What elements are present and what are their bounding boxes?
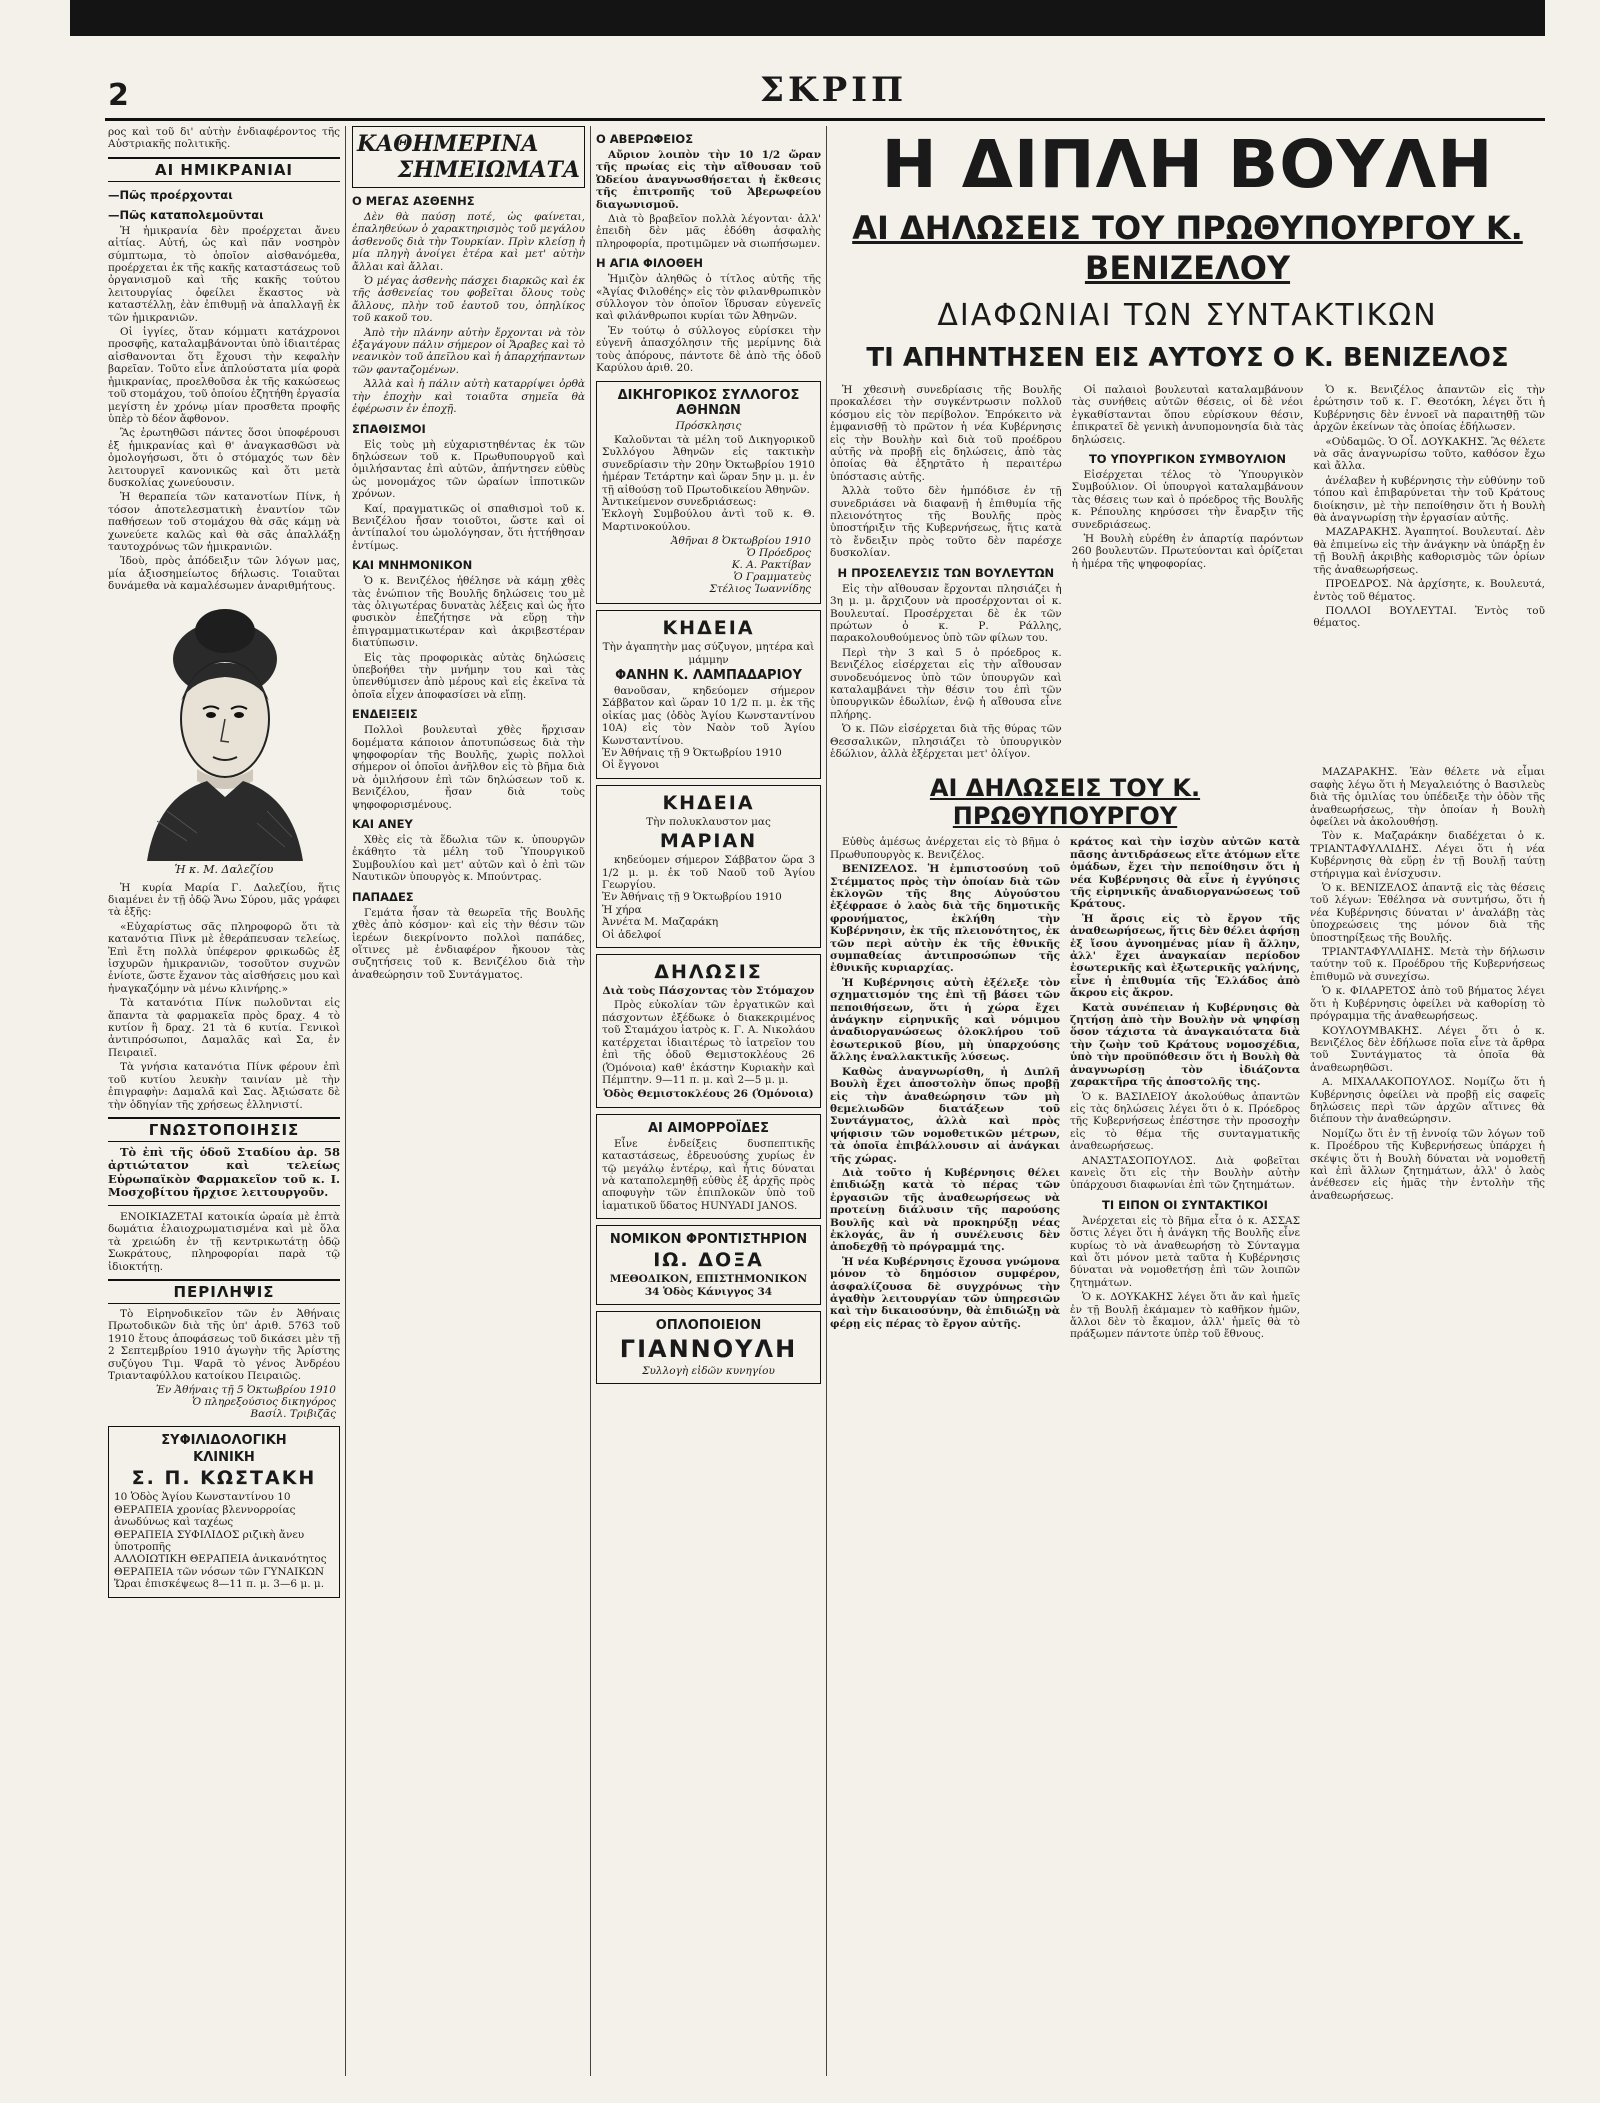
- paragraph: Τὸ Εἰρηνοδικεῖον τῶν ἐν Ἀθήναις Πρωτοδικῶν διὰ τῆς ὑπ' ἀριθ. 5763 τοῦ 1910 ἔτους ἀποφάσεως τοῦ δικάσει μὲν τῇ 2 Σεπτεμβρίου 1910 ἀγωγὴν τῆς Ἀρίστης συζύγου Τιμ. Ψαρᾶ τὸ γένος Ἀνδρέου Τριανταφύλλου κατοίκου Πειραιῶς.: [108, 1307, 340, 1382]
- school-advertisement: [596, 1225, 821, 1305]
- paragraph: ΠΡΟΕΔΡΟΣ. Νὰ ἀρχίσητε, κ. Βουλευτά, ἐντὸς τοῦ θέματος.: [1313, 578, 1545, 603]
- paragraph: Γεμάτα ἦσαν τὰ θεωρεῖα τῆς Βουλῆς χθὲς ἀπὸ κόσμον· καὶ εἰς τὴν θέσιν τῶν ἱερέων διεκρίνοντο πολλοὶ παπάδες, οἵτινες μὲ ἐνδιαφέρον ἤκουον τὰς συζητήσεις τοῦ κ. Βενιζέλου διὰ τὴν ἀναθεώρησιν τοῦ Συντάγματος.: [352, 906, 585, 981]
- paragraph: Εἰς τοὺς μὴ εὐχαριστηθέντας ἐκ τῶν δηλώσεων τοῦ κ. Πρωθυπουργοῦ καὶ ὁμιλήσαντας ἐπὶ αὐτῶν, ἀπήντησεν εὐθὺς ὡς μονομάχος τῶν ὡραίων ἱπποτικῶν χρόνων.: [352, 438, 585, 501]
- paragraph: «Εὐχαρίστως σᾶς πληροφορῶ ὅτι τὰ κατανότια Πὶνκ μὲ ἐθεράπευσαν τελείως. Ἐπὶ ἔτη πολλὰ ὑπέφερον φρικωδῶς ἐξ ἰσχυρῶν ἡμικρανιῶν, τοσοῦτον συχνῶν ἐνίοτε, ὥστε ἔχανον τὰς αἰσθήσεις μου καὶ ἠναγκαζόμην νὰ μένω κλινήρης.»: [108, 920, 340, 995]
- ad-subheading: Πρόσκλησις: [675, 419, 742, 432]
- paragraph: ΠΟΛΛΟΙ ΒΟΥΛΕΥΤΑΙ. Ἐντὸς τοῦ θέματος.: [1313, 604, 1545, 630]
- paragraph: Τὸν κ. Μαζαράκην διαδέχεται ὁ κ. ΤΡΙΑΝΤΑΦΥΛΛΙΔΗΣ. Λέγει ὅτι ἡ νέα Κυβέρνησις θὰ εὕρῃ ἐν τῇ Βουλῇ ταύτῃ στήριγμα καὶ ἐνίσχυσιν.: [1310, 830, 1545, 880]
- paragraph: Ἡ Βουλὴ εὑρέθη ἐν ἀπαρτίᾳ παρόντων 260 βουλευτῶν. Πρωτεύονται καὶ ὁρίζεται ἡ ἡμέρα τῆς ψηφοφορίας.: [1071, 533, 1304, 570]
- lead-lower-columns: [830, 766, 1545, 1342]
- clinic-advertisement: [108, 1426, 340, 1597]
- column-1: [108, 126, 340, 2076]
- ad-heading: ΣΥΦΙΛΙΔΟΛΟΓΙΚΗ: [161, 1433, 287, 1449]
- woman-portrait-illustration: [117, 601, 332, 861]
- divider: [108, 1205, 340, 1206]
- portrait-caption: Ἡ κ. Μ. Δαλεζίου: [174, 862, 274, 876]
- paragraph: Ἀλλὰ τοῦτο δὲν ἠμπόδισε ἐν τῇ συνεδριάσει νὰ διαφανῇ ἡ ἐπιθυμία τῆς πλειονότητος τῆς Βουλῆς πρὸς ὑποστήριξιν τῆς Κυβερνήσεως, ἥτις κατὰ τὸ ἔνδειξιν πρὸς τοῦτο δὲν παρέσχε δυσκολίαν.: [830, 485, 1062, 560]
- ad-heading: ΑΙ ΑΙΜΟΡΡΟΪΔΕΣ: [647, 1120, 770, 1136]
- lead-story: [830, 126, 1545, 2076]
- lawyers-association-notice: [596, 381, 821, 605]
- funeral-notice: [596, 610, 821, 779]
- article-title: ΑΙ ΗΜΙΚΡΑΝΙΑΙ: [108, 157, 340, 182]
- ad-heading: ΚΗΔΕΙΑ: [662, 617, 755, 640]
- article-subtitle: —Πῶς καταπολεμοῦνται: [108, 207, 264, 222]
- paragraph: ΑΝΑΣΤΑΣΟΠΟΥΛΟΣ. Διὰ φοβεῖται κανεὶς ὅτι εἰς τὴν Βουλὴν αὐτὴν ὑπάρχουσι διαφωνίαι ἐπὶ τῶν ζητημάτων.: [1070, 1154, 1300, 1192]
- paragraph: Ὁ μέγας ἀσθενὴς πάσχει διαρκῶς καὶ ἐκ τῆς ἀσθενείας του φοβεῖται ὅλους τοὺς ἄλλους, πλὴν τοῦ ἑαυτοῦ του, ὁπηλίκος τοῦ κακοῦ του.: [352, 275, 585, 325]
- funeral-notice: [596, 785, 821, 948]
- signature: Ἀθῆναι 8 Ὀκτωβρίου 1910 Ὁ Πρόεδρος Κ. Α. Ρακτίβαν Ὁ Γραμματεὺς Στέλιος Ἰωαννίδης: [670, 535, 811, 596]
- paragraph: Ἡμιζὸν ἀληθῶς ὁ τίτλος αὐτῆς τῆς «Ἁγίας Φιλοθέης» εἰς τὸν φιλανθρωπικὸν σύλλογον τὸν ὁποῖον ἵδρυσαν εὐγενεῖς καὶ φιλάνθρωποι κυρίαι τῶν Ἀθηνῶν.: [596, 273, 821, 323]
- article-title: ΕΝΔΕΙΞΕΙΣ: [352, 707, 418, 722]
- section-title: Η ΠΡΟΣΕΛΕΥΣΙΣ ΤΩΝ ΒΟΥΛΕΥΤΩΝ: [837, 565, 1055, 580]
- newspaper-title: ΣΚΡΙΠ: [760, 70, 908, 110]
- article-title: ΣΠΑΘΙΣΜΟΙ: [352, 421, 426, 436]
- paragraph: Τὰ γνήσια κατανότια Πίνκ φέρουν ἐπὶ τοῦ κυτίου λευκὴν ταινίαν μὲ τὴν ἐπιγραφὴν: Δαμαλᾶ καὶ Σας. Ἀξιώσατε δὲ τὴν ὁδηγίαν τῆς χρήσεως ἑλληνιστί.: [108, 1061, 340, 1111]
- paragraph: ΒΕΝΙΖΕΛΟΣ. Ἡ ἐμπιστοσύνη τοῦ Στέμματος πρὸς τὴν ὁποίαν διὰ τῶν ἐκλογῶν τῆς 8ης Αὐγούστου ἐξέφρασε ὁ λαὸς διὰ τῆς δημοτικῆς φρονήματος, ἐκλήθη τὴν Κυβέρνησιν, ἐκ τῆς πλειονότητος, ἐκ τῶν περὶ αὐτὴν ἐκ τῆς ἐθνικῆς συμπαθείας ἀντιπροσώπων τῆς ἐθνικῆς κυριαρχίας.: [830, 863, 1060, 975]
- paragraph: Τὸ ἐπὶ τῆς ὁδοῦ Σταδίου ἀρ. 58 ἀρτιώτατον καὶ τελείως Εὐρωπαϊκὸν Φαρμακεῖον τοῦ κ. Ι. Μοσχοβίτου ἤρχισε λειτουργοῦν.: [108, 1144, 340, 1200]
- ad-text: Καλοῦνται τὰ μέλη τοῦ Δικηγορικοῦ Συλλόγου Ἀθηνῶν εἰς τακτικὴν συνεδρίασιν τὴν 20ην Ὀκτωβρίου 1910 ἡμέραν Τετάρτην καὶ ὥραν 5ην μ. μ. ἐν τῇ αἰθούσῃ τοῦ Πρωτοδικείου Ἀθηνῶν. Ἀντικείμενον συνεδριάσεως: Ἐκλογὴ Συμβούλου ἀντὶ τοῦ κ. Θ. Μαρτινοκούλου.: [602, 433, 815, 533]
- paragraph: Οἱ ἰγγίες, ὅταν κόμματι κατάχρονοι προσφῆς, καταλαμβάνονται ὑπὸ ἰδιαιτέρας αἰσθανονται ὅτι ἔχουσι τὴν κεφαλὴν βαρεῖαν. Τοῦτο εἶνε ἀπλούστατα μία φορὰ ἡμικρανίας, προελθοῦσα ἐκ τῆς κακώσεως τοῦ στομάχου, τοῦ ὁποίου ἐζητήθη ἐργασία μεγίστη ἐν χρόνῳ μίαν προσθετα προφῆς ὑπὲρ τὸ δέον ἄφθονον.: [108, 326, 340, 425]
- ad-text: Πρὸς εὐκολίαν τῶν ἐργατικῶν καὶ πάσχοντων ἐξέδωκε ὁ διακεκριμένος τοῦ Σταμάχου ἰατρὸς κ. Γ. Α. Νικολάου κατέρχεται ἰδιαιτέρως τὸ ἰατρεῖον του ἐπὶ τῆς ὁδοῦ Θεμιστοκλέους 26 (Ὁμόνοια) καθ' ἑκάστην Κυριακὴν καὶ Πέμπτην. 9—11 π. μ. καὶ 2—5 μ. μ.: [602, 999, 815, 1086]
- declarations-title: ΑΙ ΔΗΛΩΣΕΙΣ ΤΟΥ Κ. ΠΡΩΘΥΠΟΥΡΓΟΥ: [929, 774, 1201, 831]
- ad-text: Συλλογὴ εἰδῶν κυνηγίου: [642, 1364, 775, 1377]
- ad-heading: ΔΗΛΩΣΙΣ: [654, 961, 763, 984]
- gunsmith-advertisement: [596, 1311, 821, 1384]
- ad-text: Εἶνε ἐνδείξεις δυσπεπτικῆς καταστάσεως, ἐδρευούσης χυρίως ἐν τῷ μεγάλῳ ἐντέρῳ, καὶ ἦτις δύναται νὰ καταπολεμηθῇ εὐθὺς ἐξ ἀρχῆς πρὸς αποφυγὴν τῶν ἐπιπλοκῶν ὑπὸ τοῦ ἰαματικοῦ ὕδατος HUNYADI JANOS.: [602, 1137, 815, 1212]
- ad-heading: ΝΟΜΙΚΟΝ ΦΡΟΝΤΙΣΤΗΡΙΟΝ: [609, 1232, 808, 1248]
- paragraph: Ἀνέρχεται εἰς τὸ βῆμα εἶτα ὁ κ. ΑΣΣΑΣ ὅστις λέγει ὅτι ἡ ἀνάγκη τῆς Βουλῆς εἶνε κυρίως τὸ νὰ ἀναθεωρήσῃ τὸ Σύνταγμα καὶ ὅτι μόνον μετὰ ταῦτα ἡ Κυβέρνησις δύναται νὰ νομοθετήσῃ ἐπὶ τῶν λοιπῶν ζητημάτων.: [1070, 1214, 1300, 1289]
- lead-subheadline: ΑΙ ΔΗΛΩΣΕΙΣ ΤΟΥ ΠΡΩΘΥΠΟΥΡΓΟΥ Κ. ΒΕΝΙΖΕΛΟΥ: [852, 209, 1523, 287]
- ad-subheading: Διὰ τοὺς Πάσχοντας τὸν Στόμαχον: [602, 985, 815, 998]
- doctor-advertisement: [596, 954, 821, 1108]
- paragraph: Ὁ κ. Πῶν εἰσέρχεται διὰ τῆς θύρας τῶν Θεσσαλικῶν, πλησιάζει τὸ ὑπουργικὸν ἑδώλιον, ἀλλὰ ἐξέρχεται μετ' ὀλίγον.: [830, 723, 1062, 760]
- paragraph: ΚΟΥΛΟΥΜΒΑΚΗΣ. Λέγει ὅτι ὁ κ. Βενιζέλος δὲν ἐδήλωσε ποῖα εἶνε τὰ ἄρθρα τοῦ Συντάγματος τὰ ὁποῖα θὰ ἀναθεωρηθῶσι.: [1310, 1024, 1545, 1074]
- ad-name: Σ. Π. ΚΩΣΤΑΚΗ: [131, 1467, 317, 1490]
- paragraph: Ἰδοὺ, πρὸς ἀπόδειξιν τῶν λόγων μας, μία ἀξιοσημείωτος δήλωσις. Τοιαῦται δυνάμεθα νὰ καμαλέσωμεν ἀναριθμήτους.: [108, 555, 340, 593]
- ad-text: Τὴν πολυκλαυστον μας: [646, 815, 771, 828]
- paragraph: ΤΡΙΑΝΤΑΦΥΛΛΙΔΗΣ. Μετὰ τὴν δήλωσιν ταύτην τοῦ κ. Προέδρου τῆς Κυβερνήσεως ἐπιθυμῶ νὰ συνεχίσω.: [1310, 946, 1545, 983]
- paragraph: Κατὰ συνέπειαν ἡ Κυβέρνησις θὰ ζητήσῃ ἀπὸ τὴν Βουλὴν νὰ ψηφίσῃ ὅσον τάχιστα τὰ ἀναγκαιότατα διὰ τὴν ζωὴν τοῦ Κράτους νομοσχέδια, ὑπὸ τὴν προϋπόθεσιν ὅτι ἡ Βουλὴ θὰ ἀναγνωρίσῃ τὸν ἰδιάζοντα χαρακτῆρα τῆς ἀποστολῆς της.: [1070, 1001, 1300, 1089]
- paragraph: Α. ΜΙΧΑΛΑΚΟΠΟΥΛΟΣ. Νομίζω ὅτι ἡ Κυβέρνησις ὀφείλει νὰ προβῇ εἰς σαφεῖς δηλώσεις περὶ τῶν ἀρχῶν αἵτινες θὰ διέπουν τὴν ἀναθεώρησιν.: [1310, 1076, 1545, 1126]
- article-title: ΚΑΙ ΜΝΗΜΟΝΙΚΟΝ: [352, 558, 473, 573]
- deceased-name: ΦΑΝΗΝ Κ. ΛΑΜΠΑΔΑΡΙΟΥ: [615, 667, 802, 683]
- paragraph: Ὁ κ. ΦΙΛΑΡΕΤΟΣ ἀπὸ τοῦ βήματος λέγει ὅτι ἡ Κυβέρνησις ὀφείλει νὰ καθορίσῃ τὸ πρόγραμμα τῆς ἀναθεωρήσεως.: [1310, 985, 1545, 1023]
- article-subtitle: —Πῶς προέρχονται: [108, 187, 233, 202]
- column-divider: [345, 126, 346, 2076]
- section-header: ΣΗΜΕΙΩΜΑΤΑ: [397, 157, 580, 183]
- paragraph: Ἡ ἡμικρανία δὲν προέρχεται ἄνευ αἰτίας. Αὐτή, ὡς καὶ πᾶν νοσηρὸν σύμπτωμα, τὸ ὁποῖον αἰσθανόμεθα, προέρχεται ἐκ τῆς κακῆς καταστάσεως τοῦ ὀργανισμοῦ καὶ τῆς κακῆς τούτου λειτουργίας ὀφείλει ἕκαστος νὰ καταστέλλῃ, ἐὰν ἐπιθυμῇ νὰ ἀπαλλαγῇ ἐκ τῶν ἡμικρανιῶν.: [108, 224, 340, 324]
- article-title: Ο ΜΕΓΑΣ ΑΣΘΕΝΗΣ: [352, 194, 475, 208]
- paragraph: Καί, πραγματικῶς οἱ σπαθισμοὶ τοῦ κ. Βενιζέλου ἤσαν τοιοῦτοι, ὥστε καὶ οἱ ἀντίπαλοί του ὡμολόγησαν, ὅτι ἡττήθησαν ἐντίμως.: [352, 502, 585, 552]
- section-title: ΤΟ ΥΠΟΥΡΓΙΚΟΝ ΣΥΜΒΟΥΛΙΟΝ: [1088, 452, 1287, 467]
- paragraph: Ἡ νέα Κυβέρνησις ἔχουσα γνώμονα μόνον τὸ δημόσιον συμφέρον, ἀσφαλίζουσα δὲ συγχρόνως τὴν ἀγαθὴν λειτουργίαν τῶν ὑπηρεσιῶν καὶ τὴν δικαιοσύνην, θὰ ἐπιδιώξῃ νὰ φέρῃ εἰς πέρας τὸ ἔργον αὐτῆς.: [830, 1255, 1060, 1330]
- paragraph: Ἡ Κυβέρνησις αὐτὴ ἐξέλεξε τὸν σχηματισμόν της ἐπὶ τῇ βάσει τῶν πεποιθήσεων, ὅτι ἡ χώρα ἔχει ἀνάγκην εἰρηνικῆς καὶ νόμιμου ἀναδιοργανώσεως ὁλοκλήρου τοῦ ἐσωτερικοῦ βίου, μὴ ὑπαρχούσης ἄλλης ἐναλλακτικῆς λύσεως.: [830, 976, 1060, 1064]
- paragraph: ΜΑΖΑΡΑΚΗΣ. Ἐὰν θέλετε νὰ εἶμαι σαφὴς λέγω ὅτι ἡ Μεγαλειότης ὁ Βασιλεὺς διὰ τῆς ὁμιλίας του ὑπέδειξε τὴν ὁδὸν τῆς ἀναθεωρήσεως, τὴν ὁποίαν ἡ Βουλὴ ὀφείλει νὰ ἀκολουθήσῃ.: [1310, 766, 1545, 828]
- ad-text: 10 Ὁδὸς Ἁγίου Κωνσταντίνου 10 ΘΕΡΑΠΕΙΑ χρονίας βλεννορροίας ἀνωδύνως καὶ ταχέως ΘΕΡΑΠΕΙΑ ΣΥΦΙΛΙΔΟΣ ριζικὴ ἄνευ ὑποτροπῆς ΑΛΛΟΙΩΤΙΚΗ ΘΕΡΑΠΕΙΑ ἀνικανότητος ΘΕΡΑΠΕΙΑ τῶν νόσων τῶν ΓΥΝΑΙΚΩΝ Ὥραι ἐπισκέψεως 8—11 π. μ. 3—6 μ. μ.: [114, 1491, 327, 1591]
- ad-heading: ΟΠΛΟΠΟΙΕΙΟΝ: [655, 1317, 762, 1333]
- lead-subheadline: ΤΙ ΑΠΗΝΤΗΣΕΝ ΕΙΣ ΑΥΤΟΥΣ Ο Κ. ΒΕΝΙΖΕΛΟΣ: [866, 343, 1509, 373]
- ad-heading: ΚΗΔΕΙΑ: [662, 791, 755, 814]
- ad-name: ΓΙΑΝΝΟΥΛΗ: [619, 1334, 798, 1363]
- paragraph: Εἰς τὴν αἴθουσαν ἔρχονται πλησιάζει ἡ 3η μ. μ. ἄρχιζουν νὰ προσέρχονται οἱ κ. Βουλευταί. Προσέρχεται δὲ ἐκ τῶν πρώτων ὁ κ. Ρ. Ράλλης, παρακολουθούμενος ὑπὸ τῶν φίλων του.: [830, 582, 1062, 645]
- paragraph: Εἰς τὰς προφορικὰς αὐτὰς δηλώσεις ὑπεβοήθει τὴν μνήμην του καὶ τὰς ὑπενθύμισεν ἀπὸ μέρους καὶ εἰς ἐκεῖνα τὰ ὁποῖα εἶχεν ἀποφασίσει νὰ εἴπῃ.: [352, 651, 585, 701]
- paragraph: Εὐθὺς ἀμέσως ἀνέρχεται εἰς τὸ βῆμα ὁ Πρωθυπουργὸς κ. Βενιζέλος.: [830, 836, 1060, 861]
- classified-ad: ΕΝΟΙΚΙΑΖΕΤΑΙ κατοικία ὡραία μὲ ἑπτὰ δωμάτια ἐλαιοχρωματισμένα καὶ μὲ ὅλα τὰ χρειώδη ἐν τῇ κεντρικωτάτῃ ὁδῷ Σωκράτους, πληροφορίαι παρὰ τῷ ἰδιοκτήτῃ.: [108, 1210, 340, 1273]
- paragraph: Ὁ κ. ΔΟΥΚΑΚΗΣ λέγει ὅτι ἄν καὶ ἡμεῖς ἐν τῇ Βουλῇ ἐκάμαμεν τὸ καθῆκον ἡμῶν, ἄλλοι δὲν τὸ ἔκαμον, ἀλλ' ἡμεῖς θὰ τὸ πράξωμεν πάντοτε ὑπὲρ τοῦ ἔθνους.: [1070, 1291, 1300, 1341]
- paragraph: Ἡ χθεσινὴ συνεδρίασις τῆς Βουλῆς προκαλέσει τὴν συγκέντρωσιν πολλοῦ κόσμου εἰς τὸν περίβολον. Ἐπρόκειτο νὰ ἐμφανισθῇ τὸ πρῶτον ἡ νέα Κυβέρνησις εἰς τὴν Βουλὴν καὶ διὰ τοῦ προέδρου αὐτῆς νὰ προβῇ εἰς δηλώσεις, ἀπὸ τὰς ὁποίας θὰ ἐξηρτᾶτο ἡ περαιτέρω ὑπόστασις αὐτῆς.: [830, 384, 1062, 483]
- lead-subheadline: ΔΙΑΦΩΝΙΑΙ ΤΩΝ ΣΥΝΤΑΚΤΙΚΩΝ: [937, 298, 1438, 333]
- column-2: [352, 126, 585, 2076]
- paragraph: Τὰ κατανότια Πίνκ πωλοῦνται εἰς ἅπαντα τὰ φαρμακεῖα πρὸς δραχ. 4 τὸ κυτίον ἢ δραχ. 21 τὰ 6 κυτία. Γενικοὶ ἀντιπρόσωποι, Δαμαλᾶς καὶ Σα, ἐν Πειραιεῖ.: [108, 997, 340, 1059]
- paragraph: Περὶ τὴν 3 καὶ 5 ὁ πρόεδρος κ. Βενιζέλος εἰσέρχεται εἰς τὴν αἴθουσαν συνοδευόμενος ὑπὸ τῶν ὑπουργῶν καὶ καταλαμβάνει τὴν θέσιν του ἐπὶ τῶν ὑπουργικῶν ἑδωλίων, ἐνῷ ἡ αἴθουσα εἶνε πλήρης.: [830, 646, 1062, 721]
- paragraph: Ὁ κ. ΒΕΝΙΖΕΛΟΣ ἀπαντᾷ εἰς τὰς θέσεις τοῦ λέγων: Ἐθέλησα νὰ συντμήσω, ὅτι ἡ νέα Κυβέρνησις δύναται ν' ἀναλάβῃ τὰς ὑποχρεώσεις της μόνον διὰ τῆς ὑποστηρίξεως τῆς Βουλῆς.: [1310, 882, 1545, 944]
- article-title: Ο ΑΒΕΡΩΦΕΙΟΣ: [596, 132, 694, 146]
- article-title: ΠΑΠΑΔΕΣ: [352, 889, 414, 904]
- article-title: ΠΕΡΙΛΗΨΙΣ: [108, 1279, 340, 1304]
- continued-text: ρος καὶ τοῦ δι' αὐτὴν ἐνδιαφέροντος τῆς Αὐστριακῆς πολιτικῆς.: [108, 126, 340, 151]
- ad-text: κηδεύομεν σήμερον Σάββατον ὥρα 3 1/2 μ. μ. ἐκ τοῦ Ναοῦ τοῦ Ἁγίου Γεωργίου. Ἐν Ἀθήναις τῇ 9 Ὀκτωβρίου 1910 Ἡ χήρα Ἀννέτα Μ. Μαζαράκη Οἱ ἀδελφοί: [602, 854, 815, 941]
- paragraph: Ὁ κ. ΒΑΣΙΛΕΙΟΥ ἀκολούθως ἀπαντῶν εἰς τὰς δηλώσεις λέγει ὅτι ὁ κ. Πρόεδρος τῆς Κυβερνήσεως ἐπέστησε τὴν προσοχὴν εἰς τὸ θέμα τῆς συνταγματικῆς ἀναθεωρήσεως.: [1070, 1090, 1300, 1153]
- paragraph: «Οὐδαμῶς. Ὁ Οἶ. ΔΟΥΚΑΚΗΣ. Ἂς θέλετε νὰ σᾶς ἀναγνωρίσω τοῦτο, καθόσον ἔχω καὶ ἄλλα.: [1313, 435, 1545, 473]
- paragraph: Διὰ τὸ βραβεῖον πολλὰ λέγονται· ἀλλ' ἐπειδὴ δὲν μᾶς ἐδόθη ἀσφαλὴς πληροφορία, προτιμῶμεν νὰ σιωπήσωμεν.: [596, 213, 821, 250]
- paragraph: Νομίζω ὅτι ἐν τῇ ἐννοίᾳ τῶν λόγων τοῦ κ. Προέδρου τῆς Κυβερνήσεως ὑπάρχει ἡ σκέψις ὅτι ἡ Βουλὴ δύναται νὰ νομοθετῇ καὶ ἐπὶ ἄλλων ζητημάτων, ἀλλ' ὁ λαὸς ἀνέθεσεν εἰς ἡμᾶς τὴν ἐντολὴν τῆς ἀναθεωρήσεως.: [1310, 1127, 1545, 1202]
- paragraph: Ἐν τούτῳ ὁ σύλλογος εὐρίσκει τὴν εὐγενῆ ἀπασχόλησιν τῆς μερίμνης διὰ τοὺς ἀπόρους, πάντοτε δὲ ἀπὸ τῆς ὁδοῦ Καρύλου ἀριθ. 20.: [596, 324, 821, 375]
- deceased-name: ΜΑΡΙΑΝ: [659, 830, 758, 853]
- section-header: ΚΑΘΗΜΕΡΙΝΑ: [357, 131, 539, 157]
- ad-heading: ΚΛΙΝΙΚΗ: [193, 1450, 255, 1466]
- paragraph: ΜΑΖΑΡΑΚΗΣ. Ἀγαπητοί. Βουλευταί. Δὲν θὰ ἐπιμείνω εἰς τὴν ἀνάγκην νὰ ὑπάρξῃ ἐν τῇ Βουλῇ ἀκριβὴς καθορισμὸς τῶν ὁρίων τῆς ἀναθεωρήσεως.: [1313, 526, 1545, 576]
- paragraph: Ὁ κ. Βενιζέλος ἠθέλησε νὰ κάμῃ χθὲς τὰς ἐνώπιον τῆς Βουλῆς δηλώσεις του μὲ τὰς ὀλιγωτέρας δυνατὰς λέξεις καὶ ὡς ἦτο φυσικὸν ἐπεζήτησε νὰ εὕρῃ τὴν ἐπιγραμματικωτέραν καὶ ἀκριβεστέραν διατύπωσιν.: [352, 575, 585, 650]
- ad-text: ΜΕΘΟΔΙΚΟΝ, ΕΠΙΣΤΗΜΟΝΙΚΟΝ 34 Ὁδὸς Κάνιγγος 34: [609, 1273, 808, 1298]
- ad-text: θανοῦσαν, κηδεύομεν σήμερον Σάββατον καὶ ὥραν 10 1/2 π. μ. ἐκ τῆς οἰκίας μας (ὁδὸς Ἁγίου Κωνσταντίνου 10Α) εἰς τὸν Ναὸν τοῦ Ἁγίου Κωνσταντίνου. Ἐν Ἀθήναις τῇ 9 Ὀκτωβρίου 1910 Οἱ ἔγγονοι: [602, 684, 815, 772]
- paragraph: Ἀλλὰ καὶ ἡ πάλιν αὐτὴ καταρρίψει ὀρθὰ τὴν ἐποχὴν καὶ τοιαῦτα σημεῖα θὰ ἐφέρωσιν ἐν ἐποχῇ.: [352, 378, 585, 416]
- paragraph: κράτος καὶ τὴν ἰσχὺν αὐτῶν κατὰ πᾶσης ἀντιδράσεως εἴτε ἀτόμων εἴτε ὁμάδων, ἔχει τὴν πεποίθησιν ὅτι ἡ νέα Κυβέρνησις θὰ εἶνε ἡ ἐγγύησις τῆς εἰρηνικῆς ἀναδιοργανώσεως τοῦ Κράτους.: [1070, 836, 1300, 911]
- ad-name: ΙΩ. ΔΟΞΑ: [653, 1249, 764, 1272]
- paragraph: Διὰ τοῦτο ἡ Κυβέρνησις θέλει ἐπιδιώξῃ κατὰ τὸ πέρας τῶν ἐργασιῶν τῆς ἀναθεωρήσεως νὰ προτείνῃ διάλυσιν τῆς παρούσης Βουλῆς καὶ νὰ προκηρύξῃ νέας ἐκλογάς, ἂν ἡ συνέλευσις δὲν ἀποδεχθῇ τὸ πρόγραμμά της.: [830, 1166, 1060, 1254]
- paragraph: Δὲν θὰ παύσῃ ποτέ, ὡς φαίνεται, ἐπαληθεύων ὁ χαρακτηρισμὸς τοῦ μεγάλου ἀσθενοῦς διὰ τὴν Τουρκίαν. Πρὶν κλείσῃ ἡ μία πληγὴ ἀνοίγει ἑτέρα καὶ μετ' αὐτὴν ἄλλαι καὶ ἄλλαι.: [352, 211, 585, 273]
- paragraph: Αὔριον λοιπὸν τὴν 10 1/2 ὥραν τῆς πρωίας εἰς τὴν αἴθουσαν τοῦ Ὠδείου ἀναγνωσθήσεται ἡ ἔκθεσις τῆς ἐπιτροπῆς τοῦ Ἀβερωφείου διαγωνισμοῦ.: [596, 149, 821, 211]
- paragraph: ἀνέλαβεν ἡ κυβέρνησις τὴν εὐθύνην τοῦ τόπου καὶ ἐπιβαρύνεται τὴν τοῦ Κράτους διοίκησιν, μὲ τὴν πεποίθησιν ὅτι ἡ Βουλὴ θὰ ἀναγνωρίσῃ τὴν ἐργασίαν αὐτῆς.: [1313, 474, 1545, 525]
- declarations-columns: [830, 836, 1300, 1342]
- ad-address: Ὁδὸς Θεμιστοκλέους 26 (Ὁμόνοια): [603, 1088, 814, 1101]
- paragraph: Ἂς ἐρωτηθῶσι πάντες ὅσοι ὑποφέρουσι ἐξ ἡμικρανίας καὶ θ' ἀναγκασθῶσι νὰ ὁμολογήσωσι, ὅτι ὁ στόμαχός των δὲν λειτουργεῖ κανονικῶς καὶ ὅτι μετὰ δυσκολίας χωνεύουσιν.: [108, 427, 340, 489]
- paragraph: Χθὲς εἰς τὰ ἕδωλια τῶν κ. ὑπουργῶν ἐκάθητο τὰ μέλη τοῦ Ὑπουργικοῦ Συμβουλίου καὶ μετ' αὐτῶν καὶ ὁ ἐπὶ τῶν Ναυτικῶν ὑπουργὸς κ. Μπούντρας.: [352, 834, 585, 884]
- page-number: 2: [108, 78, 129, 113]
- section-header-box: [352, 126, 585, 188]
- scan-top-border: [70, 0, 1545, 36]
- article-title: ΚΑΙ ΑΝΕΥ: [352, 817, 413, 832]
- paragraph: Πολλοὶ βουλευταὶ χθὲς ἤρχισαν δομέματα κάποιον ἀποτυπώσεως διὰ τὴν ψηφοφορίαν τῆς Βουλῆς, χωρὶς πολλοὶ σήμερον οἱ ὁποῖοι ἀνῆλθον εἰς τὸ βῆμα διὰ νὰ ὁμιλήσουν ἐπὶ τῶν δηλώσεων τοῦ κ. Βενιζέλου, ἤσαν διὰ τοὺς ψηφοφορισμένους.: [352, 724, 585, 811]
- section-title: ΤΙ ΕΙΠΟΝ ΟΙ ΣΥΝΤΑΚΤΙΚΟΙ: [1102, 1197, 1268, 1212]
- lead-upper-columns: [830, 384, 1545, 762]
- paragraph: Ὁ κ. Βενιζέλος ἀπαντῶν εἰς τὴν ἐρώτησιν τοῦ κ. Γ. Θεοτόκη, λέγει ὅτι ἡ Κυβέρνησις δὲν ἐννοεῖ νὰ παραιτηθῇ τῶν ἀρχῶν ἐκείνων τὰς ὁποίας ἐδήλωσεν.: [1313, 384, 1545, 434]
- paragraph: Ἡ κυρία Μαρία Γ. Δαλεζίου, ἥτις διαμένει ἐν τῇ ὁδῷ Ἄνω Σύρου, μᾶς γράφει τὰ ἑξῆς:: [108, 881, 340, 919]
- paragraph: Ἡ θεραπεία τῶν κατανοτίων Πίνκ, ἡ τόσον ἀποτελεσματικὴ ἐναντίον τῶν παθήσεων τοῦ στομάχου θὰ σᾶς κάμῃ νὰ χωνεύετε καλῶς καὶ θὰ σᾶς ἀπαλλάξῃ ταυτοχρόνως τῶν ἡμικρανιῶν.: [108, 491, 340, 553]
- paragraph: Ἡ ἄρσις εἰς τὸ ἔργον τῆς ἀναθεωρήσεως, ἥτις δὲν θέλει ἀφήσῃ ἐξ ἴσου ἀγνοημένας μίαν ἢ ἄλλην, ἀλλ' ἔχει ἀναγκαίαν περίοδον ἐσωτερικῆς καὶ ἐξωτερικῆς γαλήνης, εἶνε ἡ ἐπιθυμία τῆς Ἑλλάδος ἀπὸ ἄκρου εἰς ἄκρον.: [1070, 912, 1300, 1000]
- article-title: ΓΝΩΣΤΟΠΟΙΗΣΙΣ: [108, 1117, 340, 1142]
- paragraph: Ἀπὸ τὴν πλάνην αὐτὴν ἔρχονται νὰ τὸν ἐξαγάγουν πάλιν σήμερον οἱ Ἄραβες καὶ τὸ νεανικὸν τοῦ ἀπεῖλου καὶ ἡ ἀπαρχήπαντων τῶν φανταζομένων.: [352, 326, 585, 376]
- column-3: [596, 126, 821, 2076]
- ad-text: Τὴν ἀγαπητὴν μας σύζυγον, μητέρα καὶ μάμμην: [602, 641, 815, 666]
- column-divider: [826, 126, 827, 2076]
- ad-heading: ΔΙΚΗΓΟΡΙΚΟΣ ΣΥΛΛΟΓΟΣ ΑΘΗΝΩΝ: [617, 387, 800, 418]
- paragraph: Καθὼς ἀναγνωρίσθη, ἡ Διπλῆ Βουλὴ ἔχει ἀποστολὴν ὅπως προβῇ εἰς τὴν ἀναθεώρησιν τῶν μὴ θεμελιωδῶν διατάξεων τοῦ Συντάγματος, ἀλλὰ καὶ πρὸς ψήφισιν τῶν νομοθετικῶν μέτρων, τὰ ὁποῖα ἐπιβάλλουσιν αἱ ἀνάγκαι τῆς χώρας.: [830, 1065, 1060, 1165]
- paragraph: Οἱ παλαιοὶ βουλευταὶ καταλαμβάνουν τὰς συνήθεις αὐτῶν θέσεις, οἱ δὲ νέοι ἐγκαθίστανται ὅπου εὑρίσκουν θέσιν, ἐπικρατεῖ δὲ γενικὴ ἀνυπομονησία διὰ τὰς δηλώσεις.: [1071, 384, 1304, 446]
- signature: Ἐν Ἀθήναις τῇ 5 Ὀκτωβρίου 1910 Ὁ πληρεξούσιος δικηγόρος Βασίλ. Τριβιζᾶς: [155, 1384, 336, 1421]
- masthead-rule: [105, 118, 1545, 121]
- paragraph: Εἰσέρχεται τέλος τὸ Ὑπουργικὸν Συμβούλιον. Οἱ ὑπουργοὶ καταλαμβάνουν τὰς θέσεις των καὶ ὁ πρόεδρος τῆς Βουλῆς κ. Ρέπουλης κηρύσσει τὴν ἔναρξιν τῆς συνεδριάσεως.: [1071, 469, 1304, 531]
- remedy-advertisement: [596, 1114, 821, 1219]
- lead-headline: Η ΔΙΠΛΗ ΒΟΥΛΗ: [881, 126, 1494, 203]
- article-title: Η ΑΓΙΑ ΦΙΛΟΘΕΗ: [596, 256, 704, 271]
- column-divider: [590, 126, 591, 2076]
